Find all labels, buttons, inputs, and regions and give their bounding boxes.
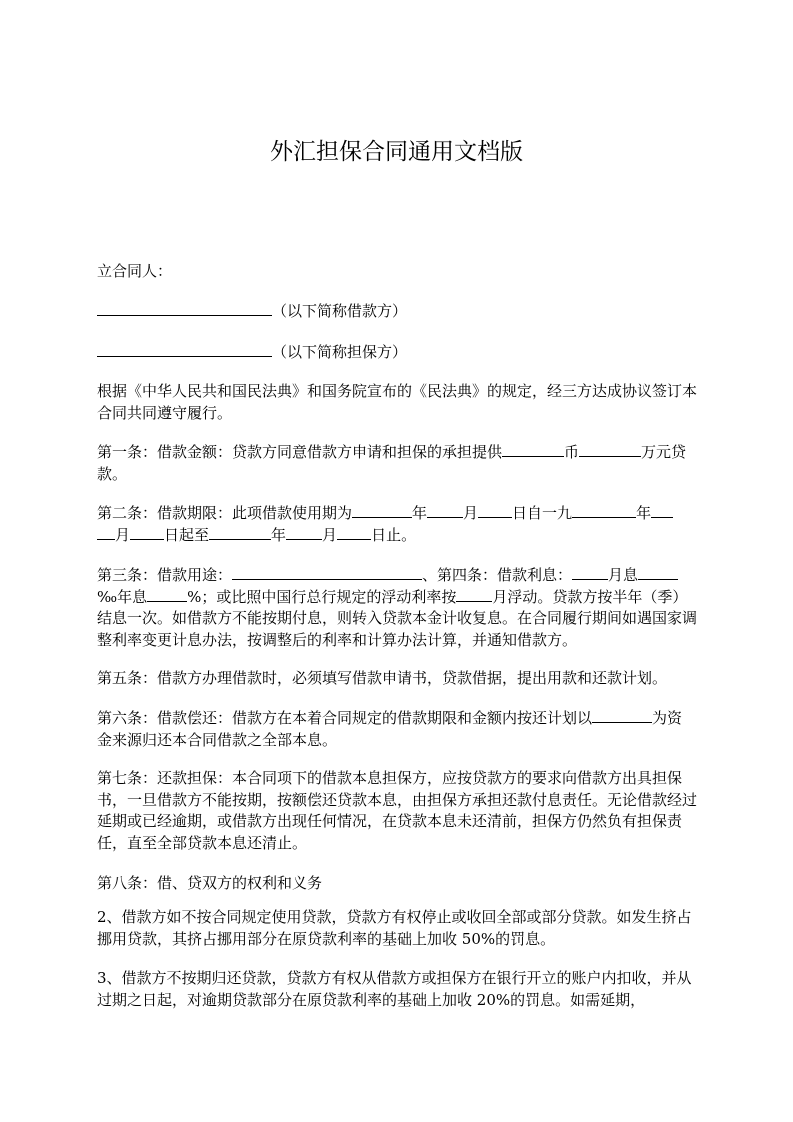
start-month-blank-b: [97, 525, 115, 540]
end-day-blank: [337, 525, 371, 540]
currency-blank: [502, 442, 564, 457]
annual-rate-blank: [147, 587, 187, 602]
article-2-to-label: 日起至: [164, 525, 210, 544]
article-6: [97, 708, 697, 751]
annual-rate-label: ‰年息: [97, 587, 148, 606]
article-2: [97, 503, 697, 546]
start-year-blank: [572, 503, 636, 518]
article-3-text: 第三条：借款用途：: [97, 566, 233, 584]
borrower-suffix: （以下简称借款方）: [272, 302, 408, 320]
article-1-currency-label: 币: [564, 443, 580, 461]
guarantor-line: [97, 342, 697, 364]
article-2-month-label: 月: [463, 504, 479, 522]
end-month-blank: [286, 525, 322, 540]
end-year-blank: [209, 525, 271, 540]
article-8: 第八条：借、贷双方的权利和义务: [97, 874, 323, 892]
article-3-4: [97, 565, 697, 651]
interest-terms-text: 月浮动。贷款方按半年（季）结息一次。如借款方不能按期付息，则转入贷款本金计收复息。在合同履行期间如遇国家调整利率变更计息办法，按调整后的利率和计算办法计算，并通知借款方。: [97, 587, 698, 649]
article-1: [97, 442, 697, 485]
article-5: 第五条：借款方办理借款时，必须填写借款申请书，贷款借据，提出用款和还款计划。: [97, 669, 668, 687]
document-title: 外汇担保合同通用文档版: [270, 139, 523, 165]
article-8-item-2: 2、借款方如不按合同规定使用贷款，贷款方有权停止或收回全部或部分贷款。如发生挤占挪用贷款，其挤占挪用部分在原贷款利率的基础上加收 50%的罚息。: [97, 908, 692, 948]
start-day-blank: [130, 525, 164, 540]
article-8-item-3: 3、借款方不按期归还贷款，贷款方有权从借款方或担保方在银行开立的账户内扣收，并从过期之日起，对逾期贷款部分在原贷款利率的基础上加收 20%的罚息。如需延期，: [97, 969, 692, 1009]
article-1-unit-label: 万元贷款。: [97, 443, 687, 483]
borrower-line: [97, 301, 697, 323]
article-2-end-label: 日止。: [371, 525, 417, 544]
article-4-text: 、第四条：借款利息：: [422, 566, 573, 584]
term-months-blank: [427, 503, 463, 518]
article-2-from-label: 日自一九: [512, 504, 573, 522]
monthly-rate-prefix-blank: [572, 565, 608, 580]
article-7: 第七条：还款担保：本合同项下的借款本息担保方，应按贷款方的要求向借款方出具担保书，一旦借款方不能按期，按额偿还贷款本息，由担保方承担还款付息责任。无论借款经过延期或已经逾期，或借款方出现任何情况，在贷款本息未还清前，担保方仍然负有担保责任，直至全部贷款本息还清止。: [97, 769, 698, 852]
term-years-blank: [352, 503, 412, 518]
borrower-name-blank: [97, 301, 272, 316]
funding-source-blank: [592, 708, 652, 723]
guarantor-suffix: （以下简称担保方）: [272, 343, 408, 361]
term-days-blank: [478, 503, 512, 518]
amount-blank: [579, 442, 641, 457]
article-2-start-month-label: 月: [115, 525, 131, 544]
floating-months-blank: [456, 587, 492, 602]
start-month-blank-a: [651, 503, 673, 518]
article-1-text: 第一条：借款金额：贷款方同意借款方申请和担保的承担提供: [97, 443, 503, 461]
monthly-rate-label: 月息: [608, 566, 639, 584]
purpose-blank: [232, 565, 422, 580]
parties-label: 立合同人：: [97, 262, 173, 280]
monthly-rate-blank: [638, 565, 678, 580]
intro-paragraph: 根据《中华人民共和国民法典》和国务院宣布的《民法典》的规定，经三方达成协议签订本合同共同遵守履行。: [97, 382, 698, 422]
floating-rate-text: %；或比照中国行总行规定的浮动利率按: [187, 587, 457, 606]
article-2-end-year-label: 年: [271, 525, 287, 544]
article-2-start-year-label: 年: [636, 504, 652, 522]
article-2-end-month-label: 月: [322, 525, 338, 544]
article-6-text: 第六条：借款偿还：借款方在本着合同规定的借款期限和金额内按还计划以: [97, 709, 593, 727]
article-6-end-text: 为资金来源归还本合同借款之全部本息。: [97, 709, 683, 749]
article-2-text: 第二条：借款期限：此项借款使用期为: [97, 504, 353, 522]
guarantor-name-blank: [97, 342, 272, 357]
article-2-year-label: 年: [412, 504, 428, 522]
